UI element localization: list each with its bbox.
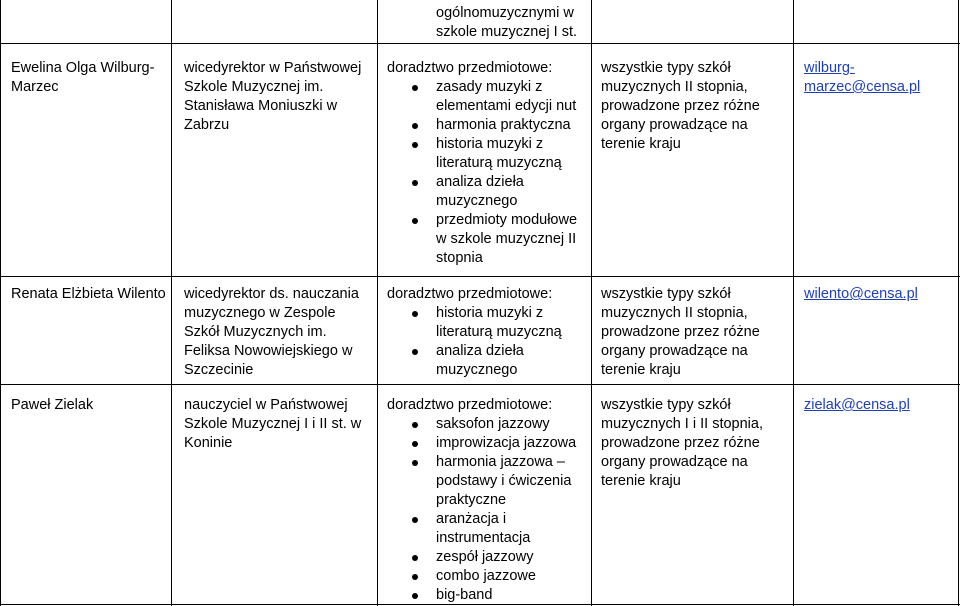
advisory-subjects	[387, 396, 587, 605]
advisory-title: doradztwo przedmiotowe:	[387, 60, 553, 76]
advisory-title: doradztwo przedmiotowe:	[387, 286, 553, 302]
advisor-name: Renata Elżbieta Wilento	[11, 286, 166, 302]
advisory-subjects	[387, 285, 587, 380]
subject-item: zasady muzyki z elementami edycji nut	[387, 78, 587, 116]
advisor-position: wicedyrektor w Państwowej Szkole Muzycznej im. Stanisława Moniuszki w Zabrzu	[184, 60, 362, 133]
advisor-position: nauczyciel w Państwowej Szkole Muzycznej I i II st. w Koninie	[184, 397, 362, 451]
subject-list	[387, 304, 587, 380]
email-link[interactable]: wilburg-marzec@censa.pl	[804, 60, 921, 95]
subject-item: aranżacja i instrumentacja	[387, 510, 587, 548]
subject-item: improwizacja jazzowa	[387, 434, 587, 453]
advisor-position: wicedyrektor ds. nauczania muzycznego w Zespole Szkół Muzycznych im. Feliksa Nowowiejskiego w Szczecinie	[184, 286, 359, 378]
subject-list	[387, 78, 587, 268]
email-link[interactable]: wilento@censa.pl	[804, 286, 918, 302]
subject-item: zespół jazzowy	[387, 548, 587, 567]
subject-item: historia muzyki z literaturą muzyczną	[387, 304, 587, 342]
advisor-name: Ewelina Olga Wilburg-Marzec	[11, 60, 155, 95]
continued-subject-text: ogólnomuzycznymi w szkole muzycznej I st.	[436, 5, 578, 40]
subject-item: harmonia jazzowa – podstawy i ćwiczenia praktyczne	[387, 453, 587, 510]
subject-item: analiza dzieła muzycznego	[387, 173, 587, 211]
subject-item: combo jazzowe	[387, 567, 587, 586]
school-types: wszystkie typy szkół muzycznych II stopnia, prowadzone przez różne organy prowadzące na terenie kraju	[601, 286, 760, 378]
email-link[interactable]: zielak@censa.pl	[804, 397, 910, 413]
subject-item: harmonia praktyczna	[387, 116, 587, 135]
subject-list	[387, 415, 587, 605]
subject-item: historia muzyki z literaturą muzyczną	[387, 135, 587, 173]
subject-item: analiza dzieła muzycznego	[387, 342, 587, 380]
school-types: wszystkie typy szkół muzycznych II stopnia, prowadzone przez różne organy prowadzące na terenie kraju	[601, 60, 760, 152]
subject-item: przedmioty modułowe w szkole muzycznej II stopnia	[387, 211, 587, 268]
advisor-name: Paweł Zielak	[11, 397, 94, 413]
subject-item: big-band	[387, 586, 587, 605]
advisory-title: doradztwo przedmiotowe:	[387, 397, 553, 413]
advisory-subjects	[387, 59, 587, 268]
school-types: wszystkie typy szkół muzycznych I i II stopnia, prowadzone przez różne organy prowadzące na terenie kraju	[601, 397, 763, 489]
subject-item: saksofon jazzowy	[387, 415, 587, 434]
